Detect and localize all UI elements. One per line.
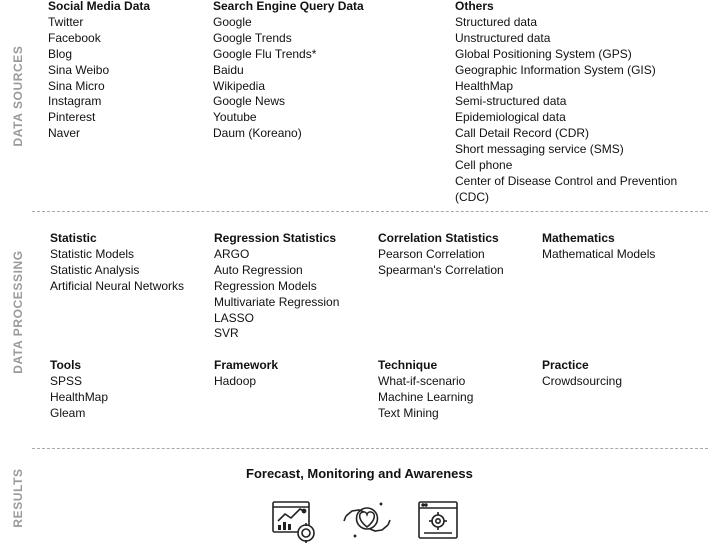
search-engine-column	[213, 0, 364, 142]
list-item: Naver	[48, 126, 81, 141]
list-item: Twitter	[48, 14, 84, 29]
list-item: Hadoop	[214, 373, 257, 388]
list-item: Global Positioning System (GPS)	[455, 46, 632, 61]
framework-title: Framework	[214, 358, 279, 372]
list-item: Regression Models	[214, 278, 317, 293]
practice-title: Practice	[542, 358, 589, 372]
others-list	[455, 15, 695, 206]
social-media-column	[48, 0, 150, 142]
list-item: Structured data	[455, 14, 538, 29]
mathematics-title: Mathematics	[542, 231, 615, 245]
search-engine-title: Search Engine Query Data	[213, 0, 364, 13]
list-item: Sina Weibo	[48, 62, 110, 77]
list-item: Short messaging service (SMS)	[455, 142, 624, 157]
list-item: Spearman's Correlation	[378, 262, 504, 277]
list-item: HealthMap	[50, 389, 109, 404]
list-item: Google Flu Trends*	[213, 46, 317, 61]
list-item: Sina Micro	[48, 78, 105, 93]
social-media-list	[48, 15, 150, 142]
statistic-list	[50, 247, 184, 295]
list-item: Wikipedia	[213, 78, 266, 93]
list-item: Google	[213, 14, 252, 29]
list-item: Epidemiological data	[455, 110, 566, 125]
technique-list	[378, 374, 473, 422]
list-item: Cell phone	[455, 158, 513, 173]
list-item: Semi-structured data	[455, 94, 567, 109]
list-item: Text Mining	[378, 405, 439, 420]
mathematics-column	[542, 231, 655, 263]
correlation-title: Correlation Statistics	[378, 231, 499, 245]
settings-panel-icon	[414, 497, 464, 544]
results-label: RESULTS	[11, 468, 25, 528]
list-item: SVR	[214, 326, 239, 341]
list-item: Center of Disease Control and Prevention (CDC)	[455, 173, 678, 204]
mathematics-list	[542, 247, 655, 263]
divider-sources-processing	[32, 211, 708, 212]
list-item: ARGO	[214, 246, 250, 261]
list-item: Artificial Neural Networks	[50, 278, 185, 293]
list-item: Baidu	[213, 62, 244, 77]
statistic-title: Statistic	[50, 231, 97, 245]
list-item: HealthMap	[455, 78, 514, 93]
regression-column	[214, 231, 339, 342]
list-item: Statistic Analysis	[50, 262, 140, 277]
list-item: SPSS	[50, 373, 83, 388]
list-item: Mathematical Models	[542, 246, 656, 261]
technique-title: Technique	[378, 358, 438, 372]
list-item: Youtube	[213, 110, 257, 125]
list-item: Google Trends	[213, 30, 292, 45]
list-item: Unstructured data	[455, 30, 551, 45]
social-media-title: Social Media Data	[48, 0, 151, 13]
statistic-column	[50, 231, 184, 295]
list-item: Pearson Correlation	[378, 246, 485, 261]
technique-column	[378, 358, 473, 422]
list-item: Call Detail Record (CDR)	[455, 126, 590, 141]
list-item: Facebook	[48, 30, 101, 45]
others-title: Others	[455, 0, 494, 13]
results-title: Forecast, Monitoring and Awareness	[246, 466, 473, 481]
list-item: Statistic Models	[50, 246, 135, 261]
tools-column	[50, 358, 108, 422]
list-item: Multivariate Regression	[214, 294, 340, 309]
hands-heart-icon	[342, 497, 392, 544]
regression-title: Regression Statistics	[214, 231, 337, 245]
list-item: Geographic Information System (GIS)	[455, 62, 656, 77]
list-item: Pinterest	[48, 110, 96, 125]
practice-list	[542, 374, 622, 390]
list-item: Auto Regression	[214, 262, 303, 277]
tools-title: Tools	[50, 358, 82, 372]
list-item: Machine Learning	[378, 389, 474, 404]
list-item: Google News	[213, 94, 286, 109]
divider-processing-results	[32, 448, 708, 449]
data-processing-label: DATA PROCESSING	[11, 250, 25, 374]
list-item: Crowdsourcing	[542, 373, 623, 388]
correlation-column	[378, 231, 504, 279]
framework-column	[214, 358, 278, 390]
list-item: LASSO	[214, 310, 255, 325]
framework-list	[214, 374, 278, 390]
regression-list	[214, 247, 339, 342]
analytics-dashboard-icon	[270, 497, 320, 544]
list-item: Instagram	[48, 94, 102, 109]
list-item: Daum (Koreano)	[213, 126, 302, 141]
list-item: Blog	[48, 46, 73, 61]
tools-list	[50, 374, 108, 422]
search-engine-list	[213, 15, 364, 142]
data-sources-label: DATA SOURCES	[11, 45, 25, 147]
correlation-list	[378, 247, 504, 279]
practice-column	[542, 358, 622, 390]
list-item: What-if-scenario	[378, 373, 466, 388]
list-item: Gleam	[50, 405, 86, 420]
others-column	[455, 0, 695, 206]
